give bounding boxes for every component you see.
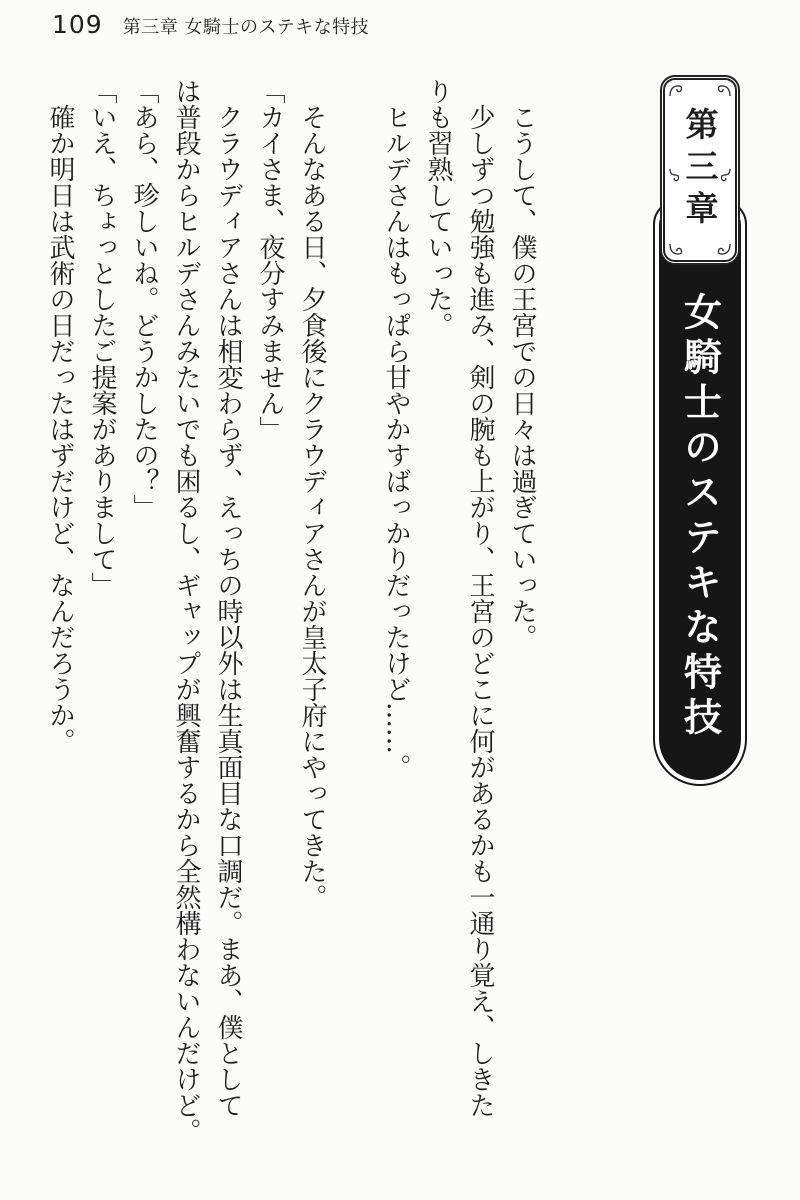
flourish-icon bbox=[717, 84, 731, 98]
chapter-number-vertical: 第三章 bbox=[680, 107, 720, 233]
text-line: クラウディアさんは相変わらず、えっちの時以外は生真面目な口調だ。まあ、僕として bbox=[213, 104, 243, 1118]
chapter-banner bbox=[650, 65, 750, 795]
chapter-title-vertical: 女騎士のステキな特技 bbox=[677, 292, 722, 742]
body-text bbox=[39, 78, 543, 1150]
chapter-number-panel bbox=[660, 75, 740, 265]
text-line: そんなある日、夕食後にクラウディアさんが皇太子府にやってきた。 bbox=[297, 104, 327, 910]
text-line: 「あら、珍しいね。どうかしたの？」 bbox=[129, 78, 159, 520]
text-line: りも習熟していった。 bbox=[423, 78, 453, 338]
text-line: は普段からヒルデさんみたいでも困るし、ギャップが興奮するから全然構わないんだけど。 bbox=[171, 78, 201, 1144]
flourish-icon bbox=[668, 168, 682, 182]
page-number: 109 bbox=[52, 10, 103, 39]
text-line: 少しずつ勉強も進み、剣の腕も上がり、王宮のどこに何があるかも一通り覚え、しきた bbox=[465, 104, 495, 1118]
running-chapter-label: 第三章 女騎士のステキな特技 bbox=[122, 17, 370, 38]
text-line: 「いえ、ちょっとしたご提案がありまして」 bbox=[87, 78, 117, 598]
chapter-banner-ribbon-fill bbox=[659, 206, 741, 780]
flourish-icon bbox=[669, 242, 683, 256]
flourish-icon bbox=[669, 84, 683, 98]
page-header bbox=[52, 10, 369, 39]
flourish-icon bbox=[718, 168, 732, 182]
text-line: こうして、僕の王宮での日々は過ぎていった。 bbox=[507, 104, 537, 650]
flourish-icon bbox=[717, 242, 731, 256]
text-line: 確か明日は武術の日だったはずだけど、なんだろうか。 bbox=[45, 104, 75, 754]
chapter-banner-ribbon bbox=[653, 200, 747, 786]
text-line: ヒルデさんはもっぱら甘やかすばっかりだったけど……。 bbox=[381, 104, 411, 780]
text-line: 「カイさま、夜分すみません」 bbox=[255, 78, 285, 442]
text-line bbox=[333, 78, 375, 1150]
